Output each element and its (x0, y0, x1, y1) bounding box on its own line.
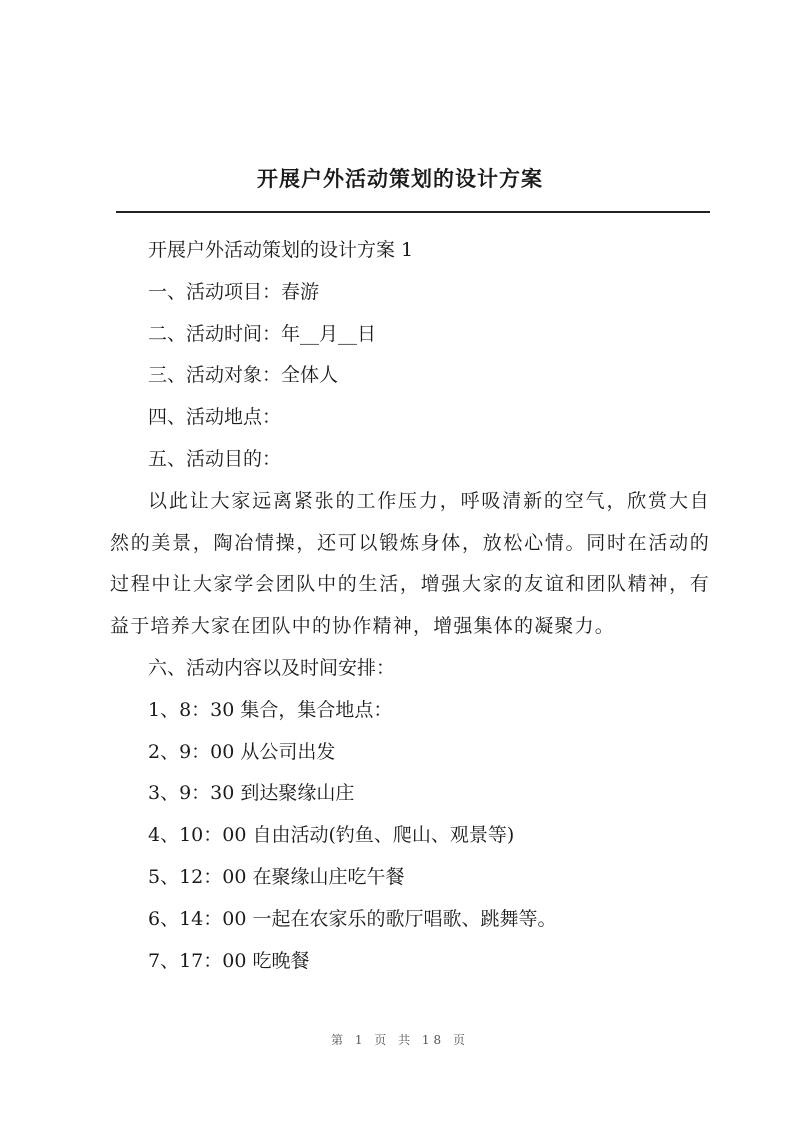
document-body (110, 230, 710, 982)
title-divider (116, 211, 710, 213)
schedule-item: 2、9：00 从公司出发 (148, 740, 336, 763)
activity-item: 一、活动项目：春游 (148, 280, 320, 303)
schedule-item: 6、14：00 一起在农家乐的歌厅唱歌、跳舞等。 (148, 907, 557, 930)
page-title: 开展户外活动策划的设计方案 (257, 166, 543, 191)
schedule-heading: 六、活动内容以及时间安排： (148, 656, 396, 679)
activity-purpose-heading: 五、活动目的： (148, 447, 282, 470)
schedule-item: 3、9：30 到达聚缘山庄 (148, 782, 355, 805)
activity-purpose-paragraph: 以此让大家远离紧张的工作压力，呼吸清新的空气，欣赏大自然的美景，陶冶情操，还可以锻炼身体，放松心情。同时在活动的过程中让大家学会团队中的生活，增强大家的友谊和团队精神，有益于培养大家在团队中的协作精神，增强集体的凝聚力。 (110, 489, 710, 638)
schedule-item: 5、12：00 在聚缘山庄吃午餐 (148, 865, 405, 888)
activity-time: 二、活动时间：年__月__日 (148, 322, 377, 345)
page-number-footer: 第 1 页 共 18 页 (331, 1033, 469, 1047)
schedule-item: 4、10：00 自由活动(钓鱼、爬山、观景等) (148, 824, 515, 847)
schedule-item: 1、8：30 集合，集合地点： (148, 698, 393, 721)
plan-heading: 开展户外活动策划的设计方案 1 (148, 239, 414, 261)
activity-location: 四、活动地点： (148, 406, 282, 429)
schedule-item: 7、17：00 吃晚餐 (148, 949, 310, 972)
activity-audience: 三、活动对象：全体人 (148, 364, 339, 387)
